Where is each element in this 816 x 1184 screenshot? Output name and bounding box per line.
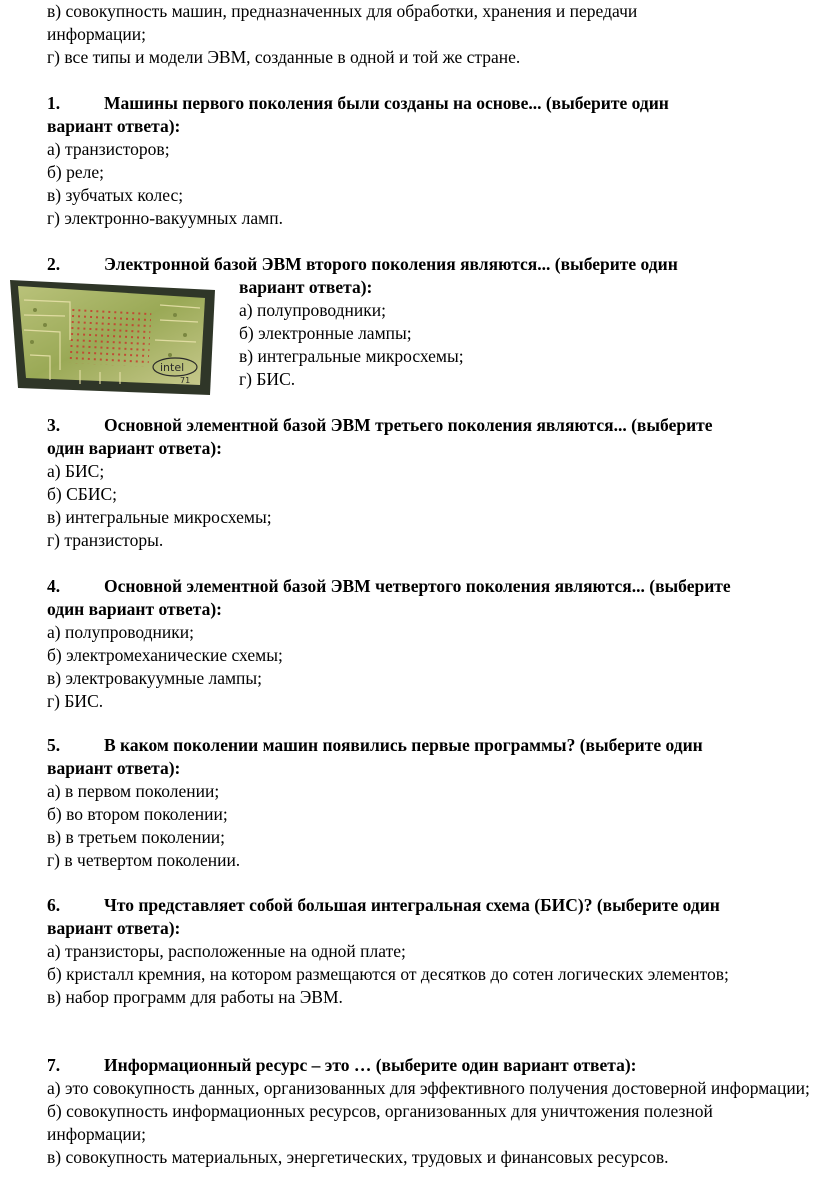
answer-option: б) кристалл кремния, на котором размещаются от десятков до сотен логических элементов; — [47, 964, 729, 984]
question-continuation: вариант ответа): — [47, 918, 181, 938]
answer-option: б) во втором поколении; — [47, 804, 228, 824]
answer-option: а) полупроводники; — [239, 300, 386, 320]
answer-option: б) реле; — [47, 162, 104, 182]
question-title — [47, 414, 812, 437]
answer-option: а) полупроводники; — [47, 622, 194, 642]
answer-option: в) интегральные микросхемы; — [239, 346, 464, 366]
answer-option: г) БИС. — [47, 691, 104, 711]
question-text: В каком поколении машин появились первые программы? (выберите один — [104, 735, 703, 755]
question-5 — [47, 734, 812, 872]
question-7 — [47, 1054, 812, 1169]
intro-line: информации; — [47, 24, 146, 44]
question-title — [47, 1054, 812, 1077]
answer-option: а) транзисторы, расположенные на одной плате; — [47, 941, 406, 961]
answer-option: б) совокупность информационных ресурсов, организованных для уничтожения полезной информации; — [47, 1101, 713, 1144]
intro-line: г) все типы и модели ЭВМ, созданные в одной и той же стране. — [47, 47, 521, 67]
answer-option: г) транзисторы. — [47, 530, 164, 550]
question-title — [47, 92, 812, 115]
answer-option: в) зубчатых колес; — [47, 185, 184, 205]
answer-option: а) транзисторов; — [47, 139, 170, 159]
question-continuation: вариант ответа): — [47, 758, 181, 778]
question-number: 2. — [47, 254, 61, 274]
answer-option: г) в четвертом поколении. — [47, 850, 241, 870]
answer-option: г) БИС. — [239, 369, 296, 389]
answer-option: а) в первом поколении; — [47, 781, 220, 801]
intro-line: в) совокупность машин, предназначенных для обработки, хранения и передачи — [47, 1, 638, 21]
answer-option: а) БИС; — [47, 461, 105, 481]
question-title — [47, 894, 812, 917]
intel-logo-text: intel — [160, 361, 185, 374]
answer-option: б) электромеханические схемы; — [47, 645, 283, 665]
question-text: Основной элементной базой ЭВМ четвертого поколения являются... (выберите — [104, 576, 731, 596]
answer-option: в) набор программ для работы на ЭВМ. — [47, 987, 343, 1007]
question-title — [47, 253, 812, 276]
question-number: 1. — [47, 93, 61, 113]
chip-label: 71 — [180, 376, 191, 385]
question-text: Информационный ресурс – это … (выберите один вариант ответа): — [104, 1055, 637, 1075]
question-number: 6. — [47, 895, 61, 915]
question-title — [47, 734, 812, 757]
question-continuation: один вариант ответа): — [47, 438, 223, 458]
question-number: 4. — [47, 576, 61, 596]
answer-option: б) СБИС; — [47, 484, 117, 504]
answer-option: в) электровакуумные лампы; — [47, 668, 263, 688]
question-continuation: один вариант ответа): — [47, 599, 223, 619]
answer-option: г) электронно-вакуумных ламп. — [47, 208, 283, 228]
answer-option: б) электронные лампы; — [239, 323, 412, 343]
question-text: Основной элементной базой ЭВМ третьего поколения являются... (выберите — [104, 415, 713, 435]
answer-option: в) в третьем поколении; — [47, 827, 226, 847]
question-number: 5. — [47, 735, 61, 755]
question-continuation: вариант ответа): — [47, 116, 181, 136]
question-title — [47, 575, 812, 598]
intro-options — [47, 0, 812, 69]
answer-option: а) это совокупность данных, организованных для эффективного получения достоверной информации; — [47, 1078, 810, 1098]
question-continuation: вариант ответа): — [239, 277, 373, 297]
question-text: Что представляет собой большая интегральная схема (БИС)? (выберите один — [104, 895, 720, 915]
question-6 — [47, 894, 812, 1009]
question-number: 3. — [47, 415, 61, 435]
answer-option: в) совокупность материальных, энергетических, трудовых и финансовых ресурсов. — [47, 1147, 669, 1167]
question-text: Машины первого поколения были созданы на основе... (выберите один — [104, 93, 669, 113]
question-1 — [47, 92, 812, 230]
question-4 — [47, 575, 812, 713]
answer-option: в) интегральные микросхемы; — [47, 507, 272, 527]
question-number: 7. — [47, 1055, 61, 1075]
question-3 — [47, 414, 812, 552]
question-text: Электронной базой ЭВМ второго поколения являются... (выберите один — [104, 254, 678, 274]
circuit-board-photo — [10, 280, 215, 395]
